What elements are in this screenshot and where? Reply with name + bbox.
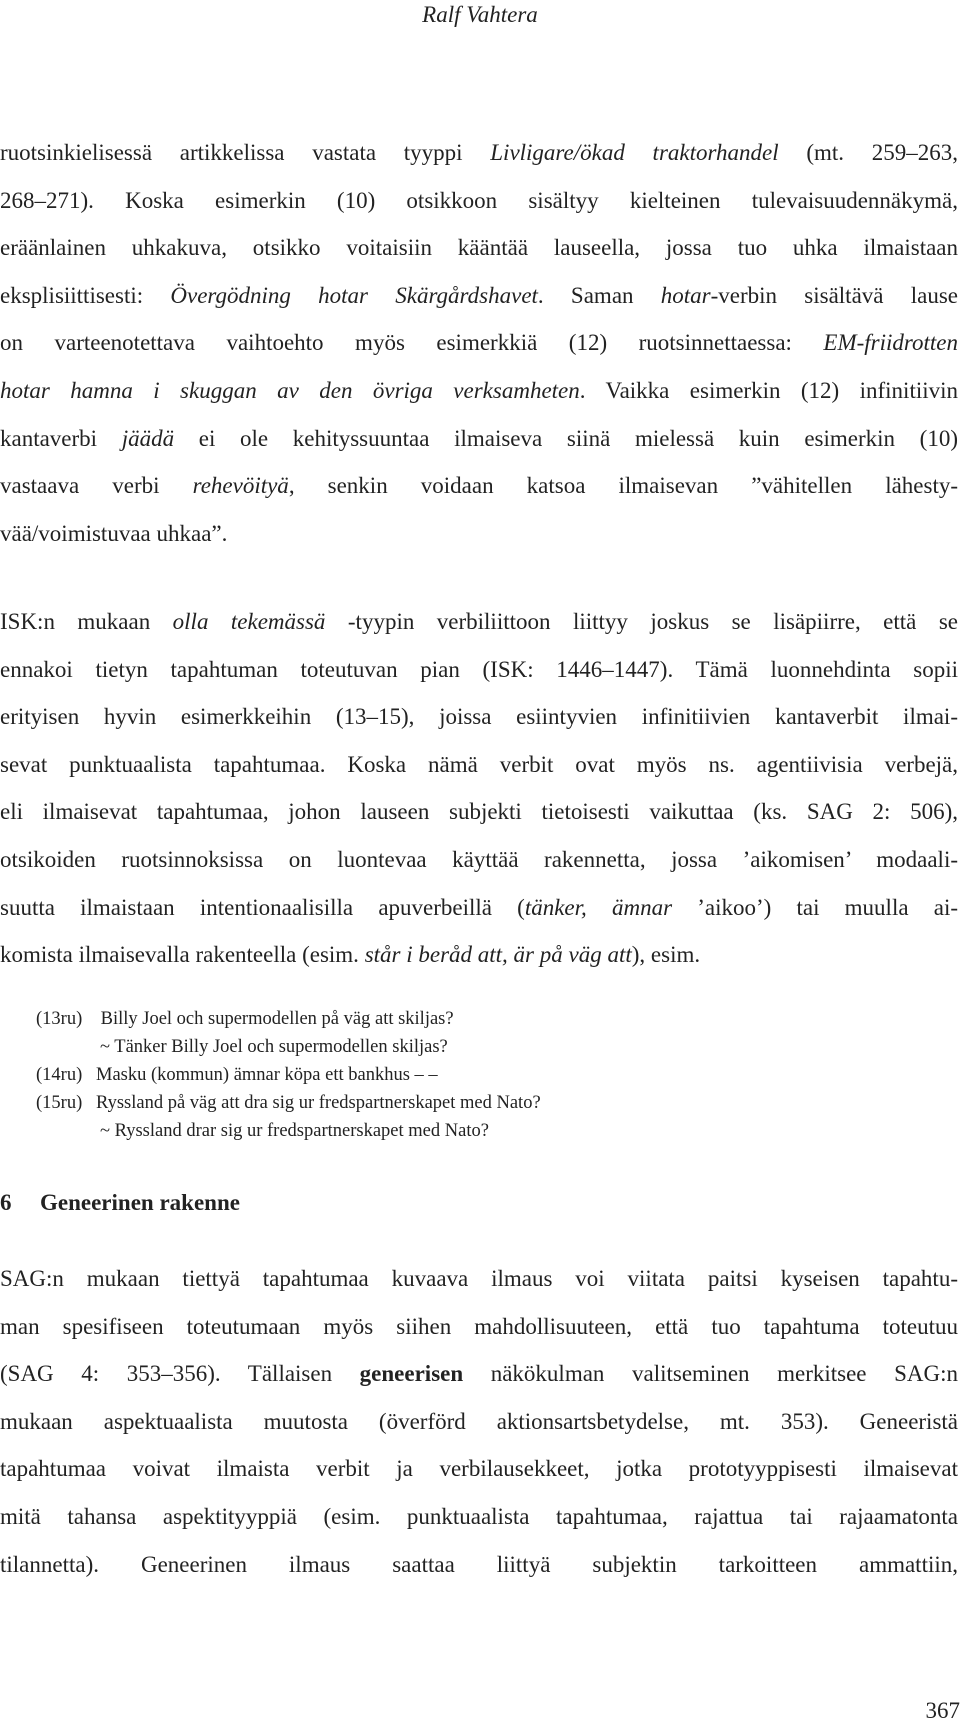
text-line: hotar hamna i skuggan av den övriga verksamheten. Vaikka esimerkin (12) infinitiivin <box>0 377 958 403</box>
example-list <box>36 1005 541 1145</box>
example-label: (15ru) <box>36 1093 83 1113</box>
text-line: vää/voimistuvaa uhkaa”. <box>0 520 228 546</box>
example-text: ~ Tänker Billy Joel och supermodellen skiljas? <box>100 1037 448 1057</box>
text-line: sevat punktuaalista tapahtumaa. Koska nämä verbit ovat myös ns. agentiivisia verbejä, <box>0 751 958 777</box>
text-line: kantaverbi jäädä ei ole kehityssuuntaa ilmaiseva siinä mielessä kuin esimerkin (10) <box>0 425 958 451</box>
text-line: mukaan aspektuaalista muutosta (överförd aktionsartsbetydelse, mt. 353). Geneeristä <box>0 1408 958 1434</box>
page-number: 367 <box>925 1698 960 1723</box>
text-line: eli ilmaisevat tapahtumaa, johon lauseen subjekti tietoisesti vaikuttaa (ks. SAG 2: 506), <box>0 799 958 825</box>
text-line: man spesifiseen toteutumaan myös siihen mahdollisuuteen, että tuo tapahtuma toteutuu <box>0 1313 958 1339</box>
text-line: otsikoiden ruotsinnoksissa on luontevaa käyttää rakennetta, jossa ’aikomisen’ modaali- <box>0 846 958 872</box>
text-line: eräänlainen uhkakuva, otsikko voitaisiin kääntää lauseella, jossa tuo uhka ilmaistaan <box>0 235 958 261</box>
text-line: vastaava verbi rehevöityä, senkin voidaan katsoa ilmaisevan ”vähitellen lähesty- <box>0 473 958 499</box>
text-line: ruotsinkielisessä artikkelissa vastata tyyppi Livligare/ökad traktorhandel (mt. 259–263, <box>0 140 958 165</box>
text-line: tilannetta). Geneerinen ilmaus saattaa liittyä subjektin tarkoitteen ammattiin, <box>0 1551 958 1577</box>
section-number: 6 <box>0 1190 12 1215</box>
example-label: (14ru) <box>36 1065 83 1085</box>
example-text: Masku (kommun) ämnar köpa ett bankhus – – <box>96 1065 438 1085</box>
example-item <box>36 1061 541 1089</box>
text-line: ISK:n mukaan olla tekemässä -tyypin verbiliittoon liittyy joskus se lisäpiirre, että se <box>0 609 958 634</box>
text-line: mitä tahansa aspektityyppiä (esim. punktuaalista tapahtumaa, rajattua tai rajaamatonta <box>0 1503 958 1529</box>
running-header: Ralf Vahtera <box>422 2 538 27</box>
text-line: ennakoi tietyn tapahtuman toteutuvan pian (ISK: 1446–1447). Tämä luonnehdinta sopii <box>0 656 958 682</box>
text-line: eksplisiittisesti: Övergödning hotar Skärgårdshavet. Saman hotar-verbin sisältävä lause <box>0 282 959 308</box>
section-heading <box>0 1188 240 1218</box>
example-item <box>36 1089 541 1117</box>
example-label: (13ru) <box>36 1009 83 1029</box>
text-line: 268–271). Koska esimerkin (10) otsikkoon sisältyy kielteinen tulevaisuudennäkymä, <box>0 187 958 213</box>
text-line: on varteenotettava vaihtoehto myös esimerkkiä (12) ruotsinnettaessa: EM-friidrotten <box>0 330 958 356</box>
example-text: Ryssland på väg att dra sig ur fredspartnerskapet med Nato? <box>96 1093 541 1113</box>
text-line: (SAG 4: 353–356). Tällaisen geneerisen näkökulman valitseminen merkitsee SAG:n <box>0 1361 958 1387</box>
text-line: komista ilmaisevalla rakenteella (esim. står i beråd att, är på väg att), esim. <box>0 942 701 968</box>
paragraph-2 <box>0 598 958 979</box>
text-line: suutta ilmaistaan intentionaalisilla apuverbeillä (tänker, ämnar ’aikoo’) tai muulla ai- <box>0 894 958 920</box>
text-line: erityisen hyvin esimerkkeihin (13–15), joissa esiintyvien infinitiivien kantaverbit ilmai- <box>0 704 958 730</box>
example-item <box>36 1033 541 1061</box>
text-line: SAG:n mukaan tiettyä tapahtumaa kuvaava ilmaus voi viitata paitsi kyseisen tapahtu- <box>0 1266 958 1291</box>
text-line: tapahtumaa voivat ilmaista verbit ja verbilausekkeet, jotka prototyyppisesti ilmaisevat <box>0 1456 958 1482</box>
paragraph-3 <box>0 1255 958 1588</box>
section-title: Geneerinen rakenne <box>40 1190 240 1215</box>
example-text: ~ Ryssland drar sig ur fredspartnerskapet med Nato? <box>100 1121 489 1141</box>
example-text: Billy Joel och supermodellen på väg att skiljas? <box>96 1009 454 1029</box>
paragraph-1 <box>0 129 958 557</box>
example-item <box>36 1117 541 1145</box>
example-item <box>36 1005 541 1033</box>
